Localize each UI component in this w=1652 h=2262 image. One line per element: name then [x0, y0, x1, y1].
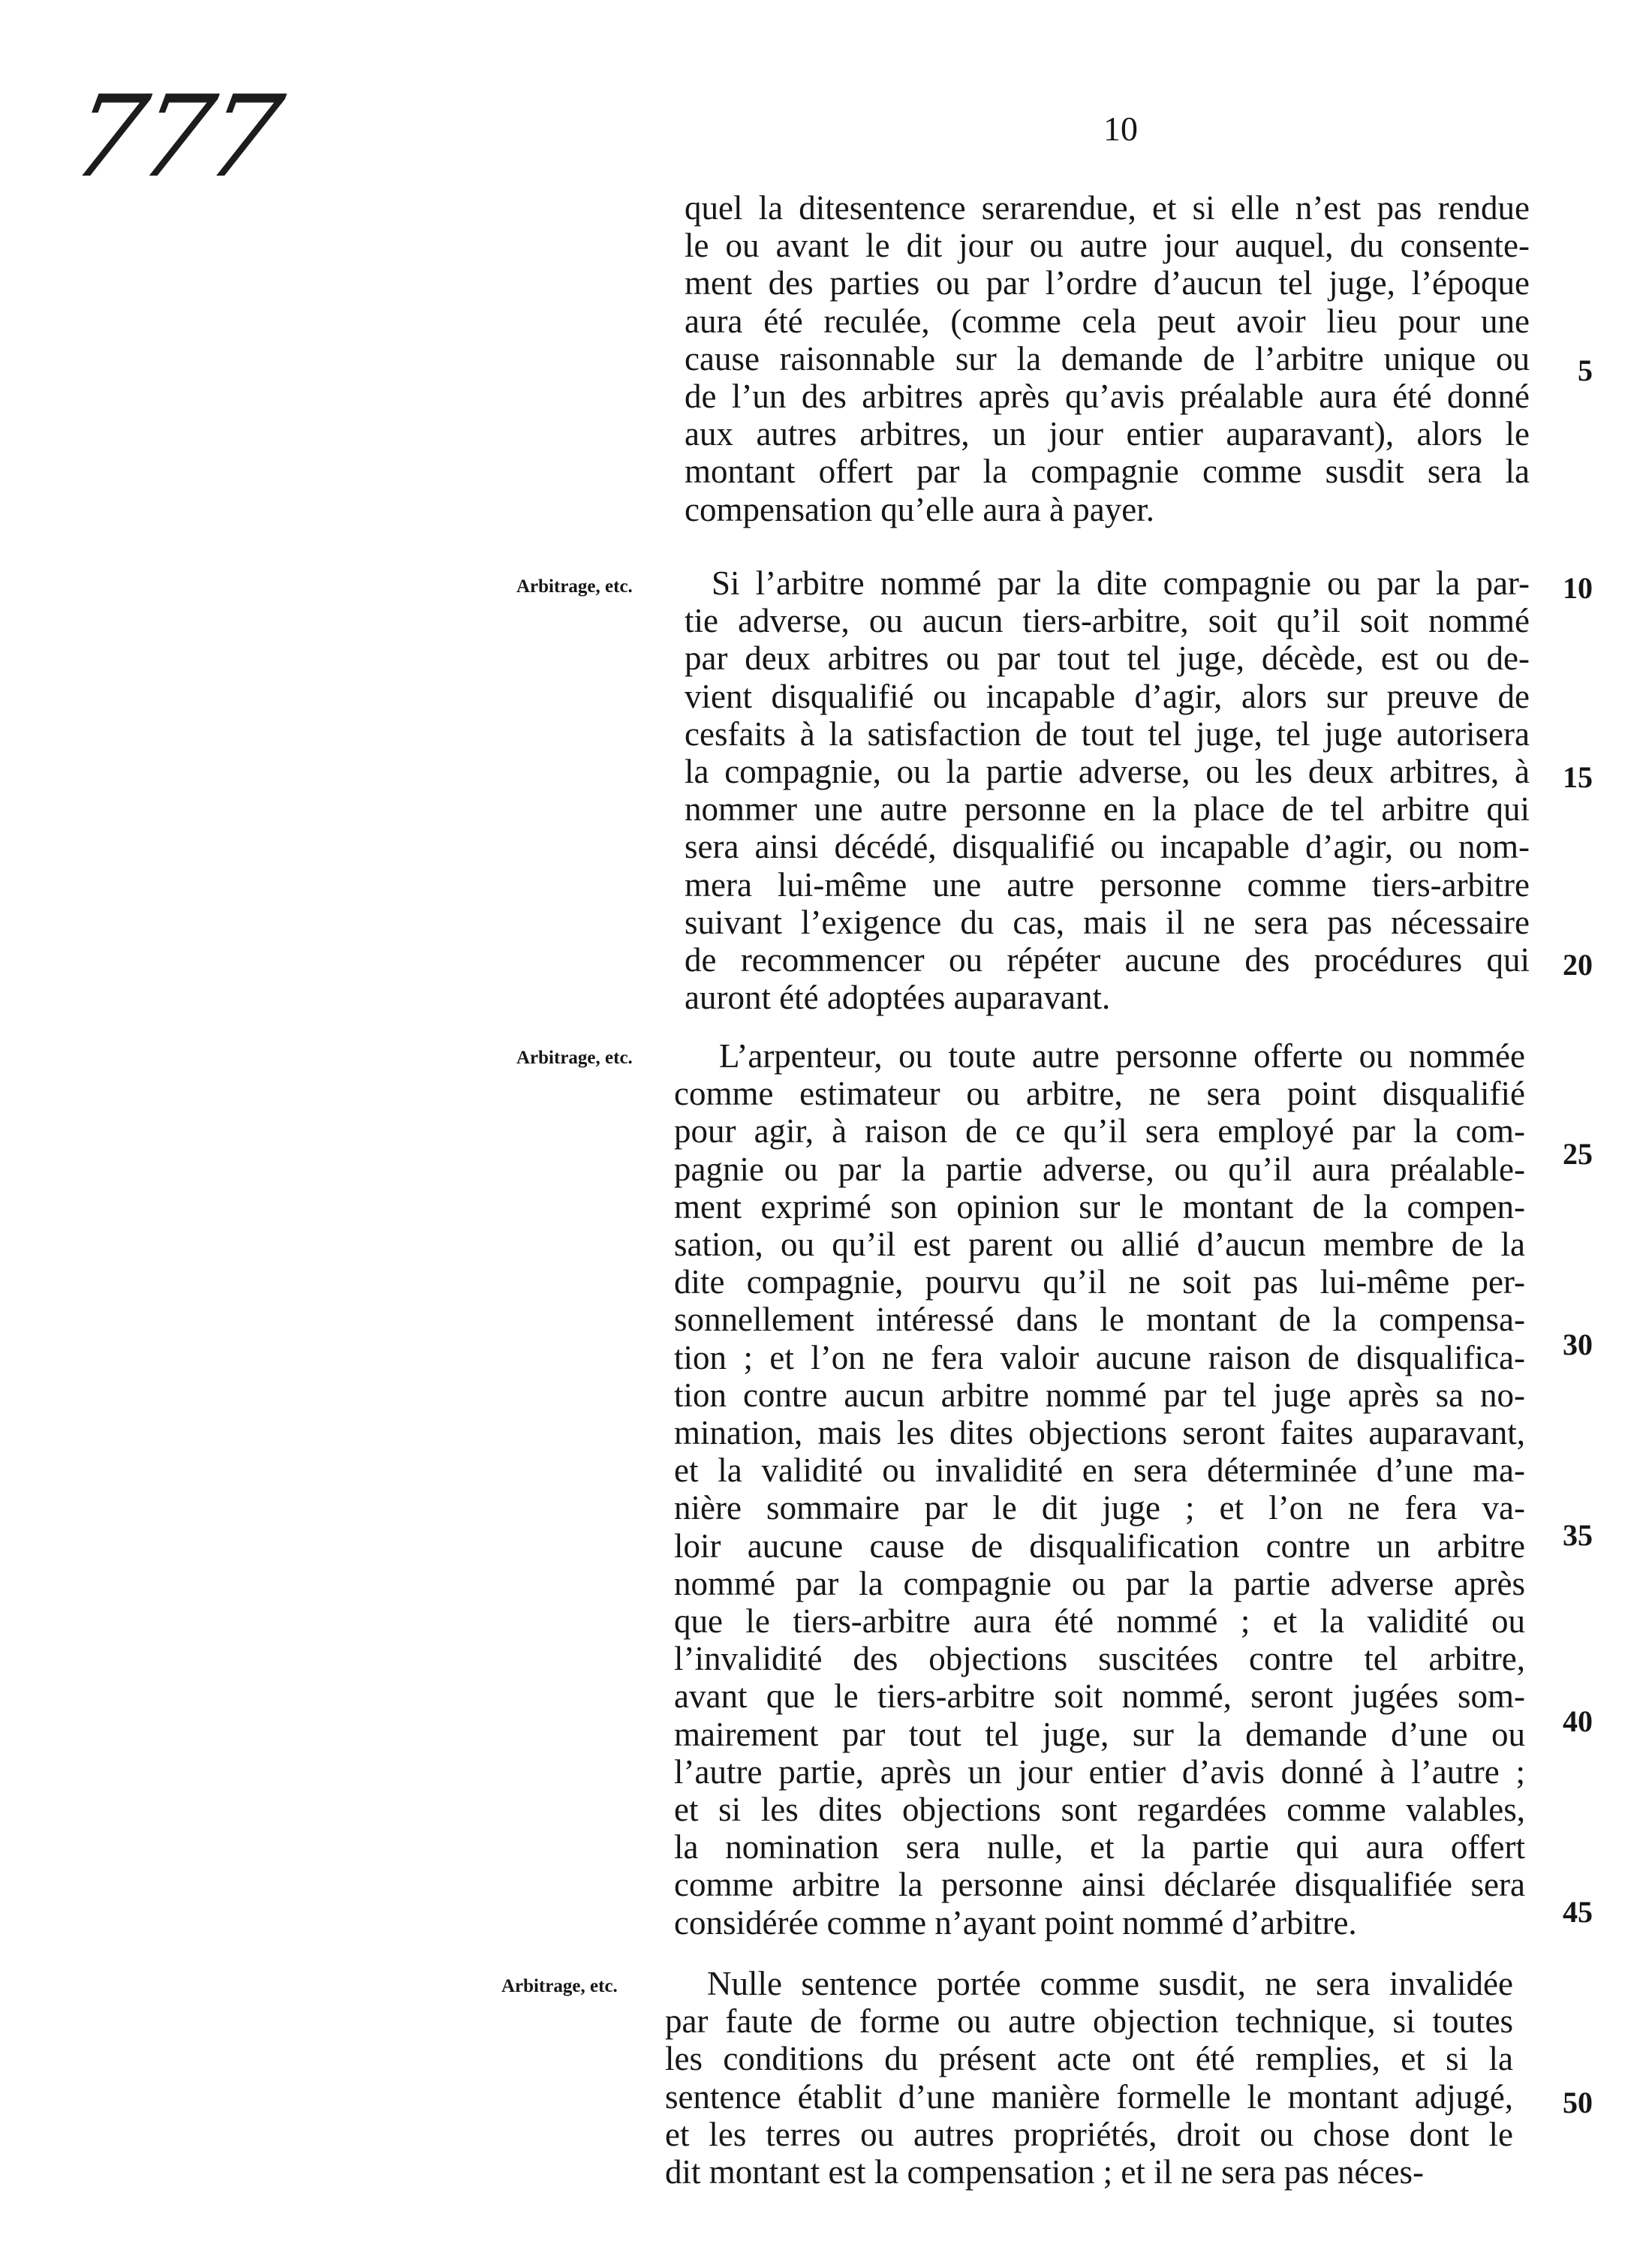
- text-line: nière sommaire par le dit juge ; et l’on ne fera va-: [674, 1489, 1525, 1527]
- text-line: tion contre aucun arbitre nommé par tel juge après sa no-: [674, 1376, 1525, 1414]
- text-line: L’arpenteur, ou toute autre personne offerte ou nommée: [719, 1037, 1525, 1075]
- text-line: tion ; et l’on ne fera valoir aucune raison de disqualifica-: [674, 1339, 1525, 1376]
- text-line: ment exprimé son opinion sur le montant de la compen-: [674, 1188, 1525, 1226]
- text-line: et la validité ou invalidité en sera déterminée d’une ma-: [674, 1451, 1525, 1489]
- text-line: avant que le tiers-arbitre soit nommé, seront jugées som-: [674, 1677, 1525, 1715]
- text-line: sonnellement intéressé dans le montant de la compensa-: [674, 1301, 1525, 1338]
- text-line: cause raisonnable sur la demande de l’arbitre unique ou: [685, 340, 1530, 378]
- text-line: loir aucune cause de disqualification contre un arbitre: [674, 1527, 1525, 1565]
- text-line: pour agir, à raison de ce qu’il sera employé par la com-: [674, 1112, 1525, 1150]
- text-line: mairement par tout tel juge, sur la demande d’une ou: [674, 1716, 1525, 1753]
- text-line: Si l’arbitre nommé par la dite compagnie ou par la par-: [712, 564, 1530, 602]
- text-line: mination, mais les dites objections seront faites auparavant,: [674, 1414, 1525, 1451]
- text-line: le ou avant le dit jour ou autre jour auquel, du consente-: [685, 227, 1530, 264]
- margin-note: Arbitrage, etc.: [516, 1048, 633, 1068]
- text-line: montant offert par la compagnie comme susdit sera la: [685, 453, 1530, 490]
- text-line: la compagnie, ou la partie adverse, ou les deux arbitres, à: [685, 753, 1530, 790]
- text-line: l’autre partie, après un jour entier d’avis donné à l’autre ;: [674, 1753, 1525, 1791]
- text-line: l’invalidité des objections suscitées contre tel arbitre,: [674, 1640, 1525, 1677]
- line-number: 15: [1563, 760, 1593, 794]
- text-line: que le tiers-arbitre aura été nommé ; et la validité ou: [674, 1602, 1525, 1640]
- text-line: sera ainsi décédé, disqualifié ou incapable d’agir, ou nom-: [685, 828, 1530, 865]
- text-line: Nulle sentence portée comme susdit, ne sera invalidée: [707, 1965, 1513, 2002]
- text-line: vient disqualifié ou incapable d’agir, alors sur preuve de: [685, 678, 1530, 715]
- line-number: 5: [1578, 353, 1593, 387]
- text-line: et les terres ou autres propriétés, droit ou chose dont le: [665, 2116, 1513, 2153]
- text-line: pagnie ou par la partie adverse, ou qu’il aura préalable-: [674, 1151, 1525, 1188]
- text-line: auront été adoptées auparavant.: [685, 979, 1111, 1016]
- line-number: 25: [1563, 1137, 1593, 1171]
- text-line: tie adverse, ou aucun tiers-arbitre, soit qu’il soit nommé: [685, 602, 1530, 639]
- text-line: comme arbitre la personne ainsi déclarée disqualifiée sera: [674, 1866, 1525, 1903]
- text-line: aux autres arbitres, un jour entier auparavant), alors le: [685, 415, 1530, 453]
- text-line: comme estimateur ou arbitre, ne sera point disqualifié: [674, 1075, 1525, 1112]
- text-line: quel la ditesentence serarendue, et si elle n’est pas rendue: [685, 189, 1530, 227]
- text-line: de l’un des arbitres après qu’avis préalable aura été donné: [685, 378, 1530, 415]
- text-line: mera lui-même une autre personne comme tiers-arbitre: [685, 866, 1530, 904]
- margin-note: Arbitrage, etc.: [516, 576, 633, 597]
- text-line: nommer une autre personne en la place de tel arbitre qui: [685, 790, 1530, 828]
- line-number: 20: [1563, 948, 1593, 982]
- text-line: considérée comme n’ayant point nommé d’arbitre.: [674, 1904, 1357, 1942]
- text-line: sentence établit d’une manière formelle le montant adjugé,: [665, 2078, 1513, 2116]
- handwritten-page-mark: 777: [62, 72, 287, 203]
- text-line: sation, ou qu’il est parent ou allié d’aucun membre de la: [674, 1226, 1525, 1263]
- line-number: 50: [1563, 2086, 1593, 2119]
- line-number: 45: [1563, 1895, 1593, 1929]
- text-line: aura été reculée, (comme cela peut avoir lieu pour une: [685, 302, 1530, 340]
- margin-note: Arbitrage, etc.: [501, 1976, 618, 1996]
- text-line: compensation qu’elle aura à payer.: [685, 491, 1154, 528]
- line-number: 30: [1563, 1328, 1593, 1361]
- text-line: ment des parties ou par l’ordre d’aucun tel juge, l’époque: [685, 264, 1530, 302]
- text-line: la nomination sera nulle, et la partie qui aura offert: [674, 1828, 1525, 1866]
- text-line: dit montant est la compensation ; et il ne sera pas néces-: [665, 2153, 1424, 2191]
- text-line: les conditions du présent acte ont été remplies, et si la: [665, 2040, 1513, 2077]
- text-line: dite compagnie, pourvu qu’il ne soit pas lui-même per-: [674, 1263, 1525, 1301]
- line-number: 35: [1563, 1518, 1593, 1552]
- text-line: par deux arbitres ou par tout tel juge, décède, est ou de-: [685, 639, 1530, 677]
- text-line: suivant l’exigence du cas, mais il ne sera pas nécessaire: [685, 904, 1530, 941]
- line-number: 10: [1563, 571, 1593, 605]
- line-number: 40: [1563, 1704, 1593, 1738]
- text-line: et si les dites objections sont regardées comme valables,: [674, 1791, 1525, 1828]
- text-line: de recommencer ou répéter aucune des procédures qui: [685, 941, 1530, 979]
- text-line: cesfaits à la satisfaction de tout tel juge, tel juge autorisera: [685, 715, 1530, 753]
- text-line: nommé par la compagnie ou par la partie adverse après: [674, 1565, 1525, 1602]
- text-line: par faute de forme ou autre objection technique, si toutes: [665, 2002, 1513, 2040]
- page-number: 10: [1103, 110, 1138, 148]
